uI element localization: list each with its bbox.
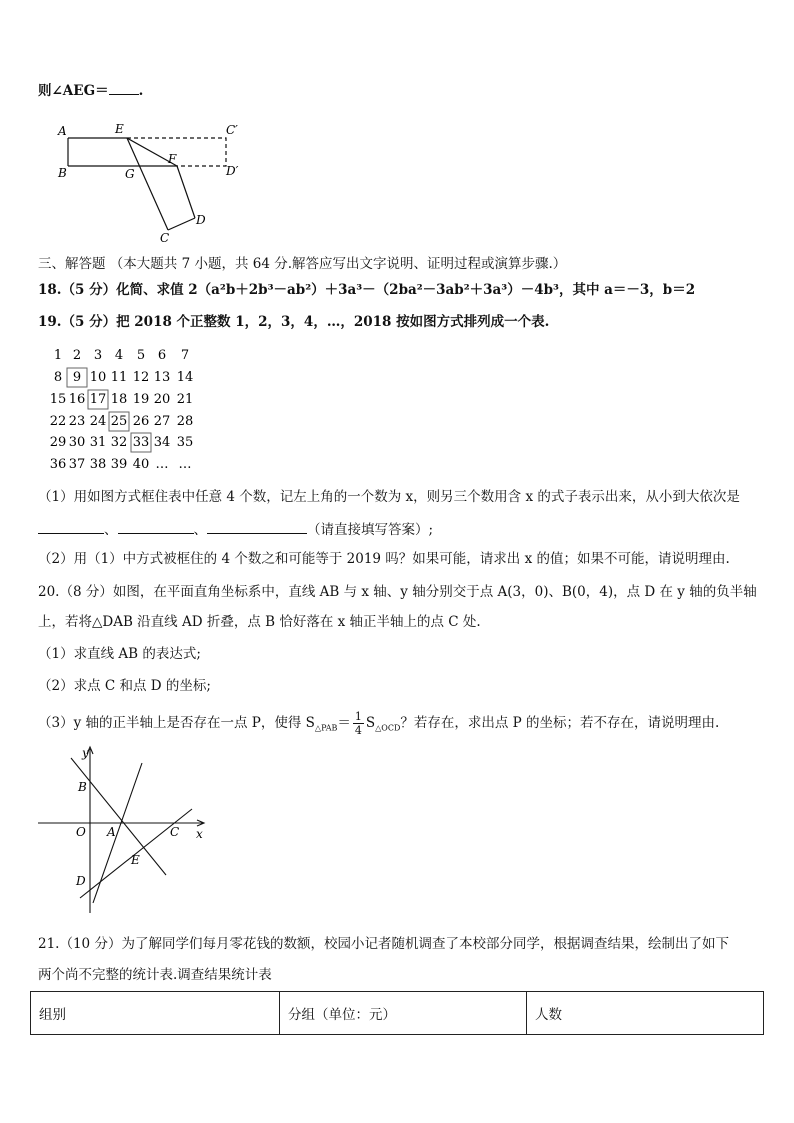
point-label-E: E: [131, 853, 140, 867]
label-A: A: [58, 124, 67, 138]
coordinate-plane-figure: [34, 743, 214, 918]
q17-prefix: 则∠AEG＝: [38, 83, 109, 99]
question-18: 18.（5 分）化简、求值 2（a²b＋2b³－ab²）＋3a³－（2ba²－3ab²＋3a³）－4b³，其中 a＝－3，b＝2: [38, 282, 696, 298]
fill-note: （请直接填写答案）;: [307, 522, 434, 538]
point-label-B: B: [78, 780, 87, 794]
label-B: B: [58, 166, 67, 180]
subscript-ocd: △OCD: [375, 723, 401, 733]
answer-blank-2[interactable]: [118, 521, 194, 534]
grid-number: 39: [110, 457, 128, 472]
table-header-cell: 分组（单位：元）: [280, 992, 527, 1035]
grid-number: 29: [49, 435, 67, 450]
question-19-part2: （2）用（1）中方式被框住的 4 个数之和可能等于 2019 吗？如果可能，请求出 x 的值；如果不可能，请说明理由.: [38, 551, 730, 567]
grid-number: 11: [110, 370, 128, 385]
grid-number: 2: [72, 348, 82, 363]
grid-number: …: [178, 457, 192, 472]
answer-blank-1[interactable]: [38, 521, 104, 534]
table-header-cell: 组别: [31, 992, 280, 1035]
grid-number: 23: [68, 414, 86, 429]
grid-number: 22: [49, 414, 67, 429]
section-heading: 三、解答题 （本大题共 7 小题，共 64 分.解答应写出文字说明、证明过程或演算步骤.）: [38, 256, 567, 272]
question-20-stem-2: 上，若将△DAB 沿直线 AD 折叠，点 B 恰好落在 x 轴正半轴上的点 C 处.: [38, 614, 481, 630]
grid-number: 9: [72, 370, 82, 385]
question-20-stem-1: 20.（8 分）如图，在平面直角坐标系中，直线 AB 与 x 轴、y 轴分别交于点 A(3，0)、B(0，4)，点 D 在 y 轴的负半轴: [38, 584, 757, 600]
grid-number: 6: [157, 348, 167, 363]
grid-number: 10: [89, 370, 107, 385]
grid-number: 38: [89, 457, 107, 472]
grid-number: 21: [176, 392, 194, 407]
grid-number: 16: [68, 392, 86, 407]
grid-number: 31: [89, 435, 107, 450]
question-19-stem: 19.（5 分）把 2018 个正整数 1，2，3，4，…，2018 按如图方式排列成一个表.: [38, 314, 550, 330]
q17-answer-line: [38, 82, 143, 100]
fraction-denominator: 4: [354, 724, 362, 737]
grid-number: 12: [132, 370, 150, 385]
part3-text-c: ？若存在，求出点 P 的坐标；若不存在，请说明理由.: [400, 715, 720, 731]
table-header-cell: 人数: [527, 992, 764, 1035]
question-20-part3: [38, 709, 719, 743]
grid-number: 4: [114, 348, 124, 363]
grid-number: 34: [153, 435, 171, 450]
point-label-D: D: [76, 874, 86, 888]
question-19-part1: （1）用如图方式框住表中任意 4 个数，记左上角的一个数为 x，则另三个数用含 x 的式子表示出来，从小到大依次是: [38, 489, 740, 505]
grid-number: 37: [68, 457, 86, 472]
grid-number: 20: [153, 392, 171, 407]
label-F: F: [168, 152, 177, 166]
question-19-blanks: [38, 521, 433, 539]
part3-text-b: S: [365, 715, 376, 731]
point-label-A: A: [107, 825, 116, 839]
grid-number: 27: [153, 414, 171, 429]
point-label-O: O: [76, 825, 86, 839]
separator: 、: [193, 522, 207, 538]
label-C: C: [160, 231, 170, 245]
label-D: D: [196, 213, 206, 227]
grid-number: 30: [68, 435, 86, 450]
label-D-prime: D′: [226, 164, 239, 178]
grid-number: …: [155, 457, 169, 472]
equals-sign: ＝: [337, 715, 351, 731]
grid-number: 3: [93, 348, 103, 363]
number-table-figure: [40, 343, 215, 478]
point-label-C: C: [170, 825, 180, 839]
grid-number: 33: [132, 435, 150, 450]
grid-number: 40: [132, 457, 150, 472]
subscript-pab: △PAB: [314, 723, 338, 733]
grid-number: 24: [89, 414, 107, 429]
answer-blank: [109, 82, 139, 95]
grid-number: 32: [110, 435, 128, 450]
grid-number: 35: [176, 435, 194, 450]
fraction-numerator: 1: [354, 710, 362, 723]
grid-number: 19: [132, 392, 150, 407]
fraction-one-quarter: [353, 710, 364, 737]
fold-rectangle-figure: [50, 118, 250, 248]
grid-number: 26: [132, 414, 150, 429]
grid-number: 15: [49, 392, 67, 407]
survey-result-table: [30, 991, 764, 1035]
label-G: G: [125, 167, 135, 181]
grid-number: 28: [176, 414, 194, 429]
axis-label-x: x: [196, 827, 203, 841]
question-21-line-1: 21.（10 分）为了解同学们每月零花钱的数额，校园小记者随机调查了本校部分同学，根据调查结果，绘制出了如下: [38, 936, 729, 952]
grid-number: 25: [110, 414, 128, 429]
grid-number: 5: [136, 348, 146, 363]
grid-number: 13: [153, 370, 171, 385]
question-21-line-2: 两个尚不完整的统计表.调查结果统计表: [38, 967, 272, 983]
grid-number: 17: [89, 392, 107, 407]
separator: 、: [104, 522, 118, 538]
axis-label-y: y: [82, 746, 89, 760]
table-header-row: [31, 992, 764, 1035]
question-20-part1: （1）求直线 AB 的表达式;: [38, 646, 201, 662]
grid-number: 7: [180, 348, 190, 363]
grid-number: 1: [53, 348, 63, 363]
label-E: E: [115, 122, 124, 136]
question-20-part2: （2）求点 C 和点 D 的坐标;: [38, 678, 211, 694]
grid-number: 18: [110, 392, 128, 407]
grid-number: 8: [53, 370, 63, 385]
grid-number: 36: [49, 457, 67, 472]
part3-text-a: （3）y 轴的正半轴上是否存在一点 P，使得 S: [38, 715, 315, 731]
grid-number: 14: [176, 370, 194, 385]
label-C-prime: C′: [226, 123, 238, 137]
answer-blank-3[interactable]: [207, 521, 307, 534]
q17-suffix: .: [138, 83, 144, 99]
